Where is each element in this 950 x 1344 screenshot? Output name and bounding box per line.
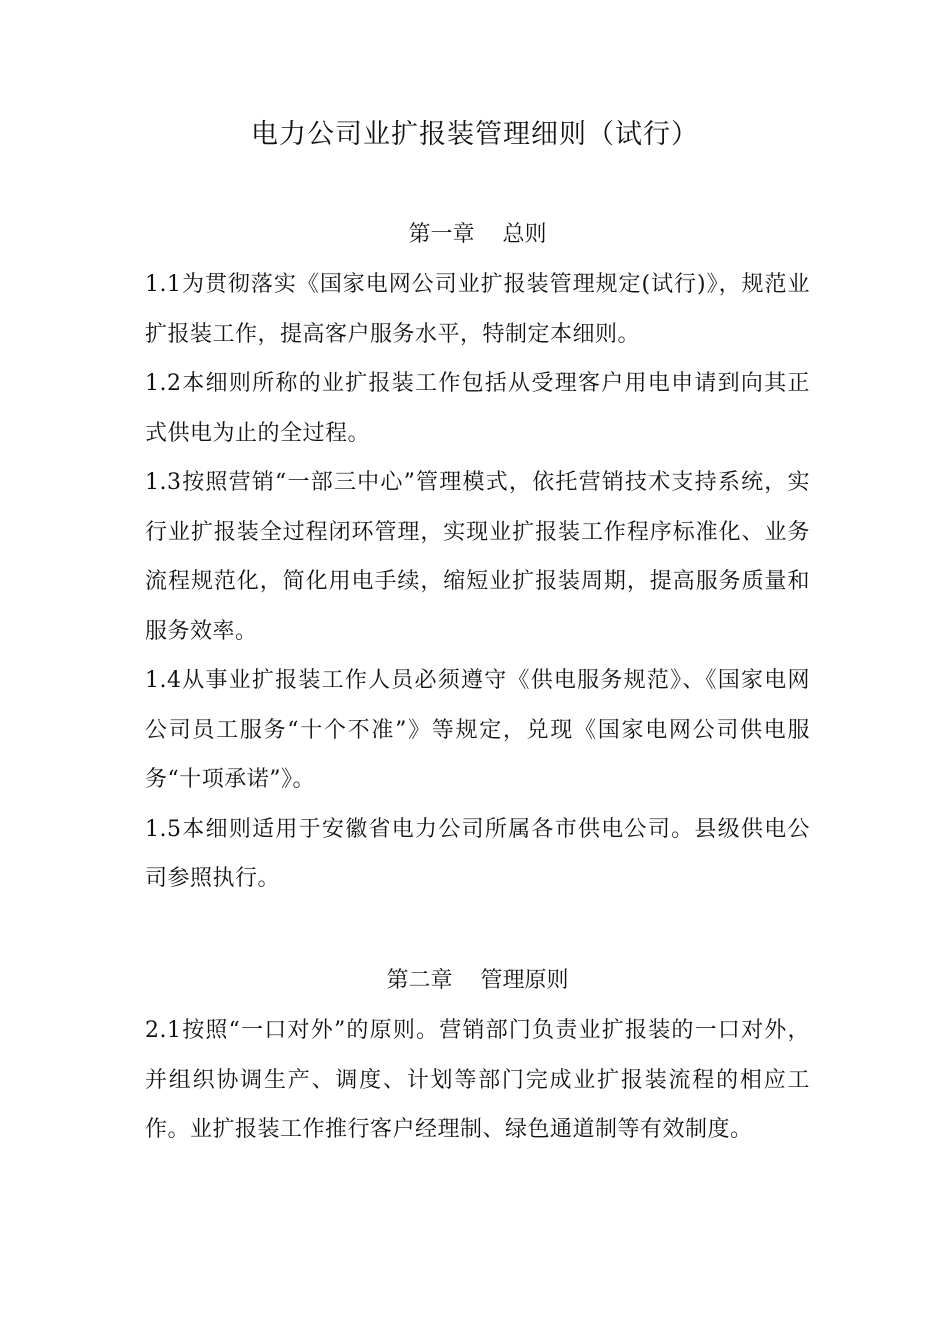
chapter-heading: 第二章 管理原则 <box>386 968 569 993</box>
chapter-heading: 第一章 总则 <box>408 222 547 247</box>
document-title: 电力公司业扩报装管理细则（试行） <box>251 119 699 150</box>
paragraph-1-3: 1.3按照营销“一部三中心”管理模式，依托营销技术支持系统，实行业扩报装全过程闭环管理，实现业扩报装工作程序标准化、业务流程规范化，简化用电手续，缩短业扩报装周期，提高服务质量和服务效率。 <box>145 470 810 644</box>
chapter-1 <box>145 210 810 904</box>
paragraph-2-1: 2.1按照“一口对外”的原则。营销部门负责业扩报装的一口对外，并组织协调生产、调度、计划等部门完成业扩报装流程的相应工作。业扩报装工作推行客户经理制、绿色通道制等有效制度。 <box>145 1018 810 1142</box>
paragraph-1-5: 1.5本细则适用于安徽省电力公司所属各市供电公司。县级供电公司参照执行。 <box>145 816 810 891</box>
paragraph-1-4: 1.4从事业扩报装工作人员必须遵守《供电服务规范》、《国家电网公司员工服务“十个不准”》等规定，兑现《国家电网公司供电服务“十项承诺”》。 <box>145 668 810 792</box>
paragraph-1-2: 1.2本细则所称的业扩报装工作包括从受理客户用电申请到向其正式供电为止的全过程。 <box>145 371 810 446</box>
paragraph-1-1: 1.1为贯彻落实《国家电网公司业扩报装管理规定(试行)》，规范业扩报装工作，提高客户服务水平，特制定本细则。 <box>145 272 810 347</box>
chapter-2 <box>145 956 810 1155</box>
